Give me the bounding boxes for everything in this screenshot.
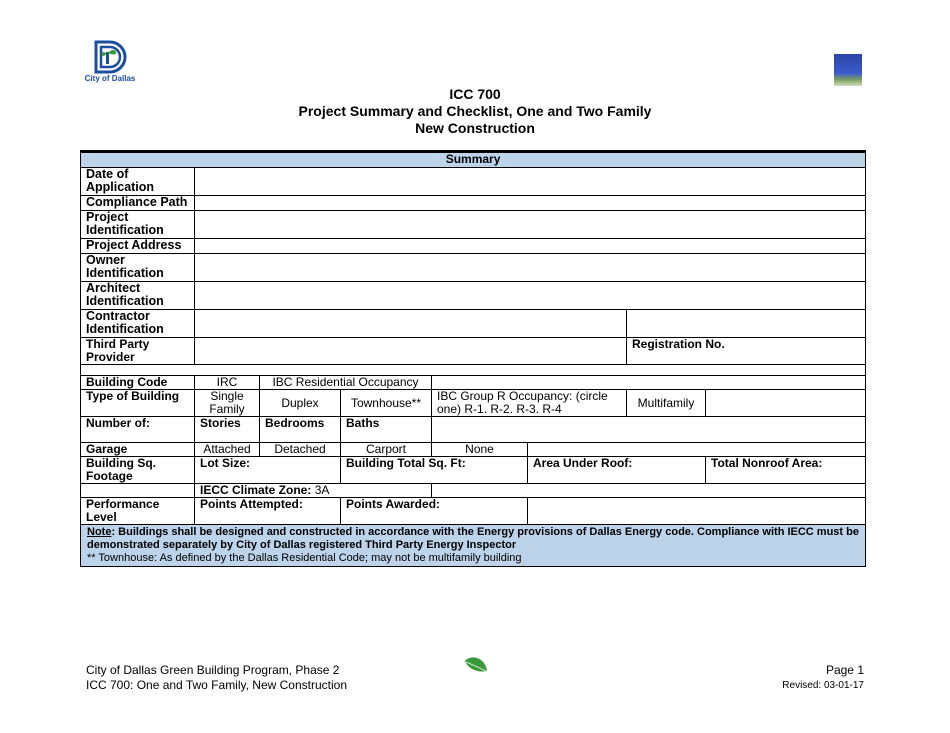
architect-identification-field[interactable] bbox=[195, 282, 866, 310]
project-address-field[interactable] bbox=[195, 239, 866, 254]
page-number: Page 1 bbox=[825, 663, 864, 677]
single-family-option[interactable]: Single Family bbox=[195, 390, 260, 417]
project-identification-label: Project Identification bbox=[81, 211, 195, 239]
green-building-badge-icon bbox=[834, 54, 862, 86]
date-of-application-field[interactable] bbox=[195, 168, 866, 196]
green-leaf-icon bbox=[463, 655, 489, 675]
attached-option[interactable]: Attached bbox=[195, 443, 260, 457]
logo-caption: City of Dallas bbox=[84, 74, 136, 83]
compliance-path-label: Compliance Path bbox=[81, 196, 195, 211]
footer-right bbox=[782, 663, 864, 693]
lot-size-field[interactable]: Lot Size: bbox=[195, 457, 341, 484]
owner-identification-field[interactable] bbox=[195, 254, 866, 282]
third-party-provider-field[interactable] bbox=[195, 338, 627, 365]
building-code-label: Building Code bbox=[81, 376, 195, 390]
irc-option[interactable]: IRC bbox=[195, 376, 260, 390]
baths-field[interactable]: Baths bbox=[341, 417, 432, 443]
summary-heading: Summary bbox=[81, 152, 866, 168]
stories-field[interactable]: Stories bbox=[195, 417, 260, 443]
project-identification-field[interactable] bbox=[195, 211, 866, 239]
iecc-climate-zone-value: 3A bbox=[314, 483, 330, 497]
footer-left bbox=[86, 663, 347, 693]
garage-label: Garage bbox=[81, 443, 195, 457]
iecc-climate-zone-label: IECC Climate Zone: bbox=[200, 483, 312, 497]
garage-blank[interactable] bbox=[528, 443, 866, 457]
points-attempted-field[interactable]: Points Attempted: bbox=[195, 498, 341, 525]
project-address-label: Project Address bbox=[81, 239, 195, 254]
summary-table bbox=[80, 150, 866, 567]
page-title bbox=[0, 86, 950, 137]
footer-program: City of Dallas Green Building Program, Phase 2 bbox=[86, 663, 340, 677]
total-nonroof-area-field[interactable]: Total Nonroof Area: bbox=[706, 457, 866, 484]
performance-blank[interactable] bbox=[528, 498, 866, 525]
type-blank[interactable] bbox=[706, 390, 866, 417]
owner-identification-label: Owner Identification bbox=[81, 254, 195, 282]
note-text: : Buildings shall be designed and constructed in accordance with the Energy provisions of Dallas Energy code. Compliance with IECC must be demonstrated separately by City of Dallas registered Third Party Energy Inspector bbox=[87, 526, 859, 551]
architect-identification-label: Architect Identification bbox=[81, 282, 195, 310]
detached-option[interactable]: Detached bbox=[260, 443, 341, 457]
date-of-application-label: Date of Application bbox=[81, 168, 195, 196]
multifamily-option[interactable]: Multifamily bbox=[627, 390, 706, 417]
number-of-label: Number of: bbox=[81, 417, 195, 443]
townhouse-note: ** Townhouse: As defined by the Dallas Residential Code; may not be multifamily building bbox=[87, 552, 522, 564]
none-option[interactable]: None bbox=[432, 443, 528, 457]
performance-level-label: Performance Level bbox=[81, 498, 195, 525]
spacer-row bbox=[81, 365, 866, 376]
iecc-climate-zone[interactable] bbox=[195, 484, 432, 498]
carport-option[interactable]: Carport bbox=[341, 443, 432, 457]
third-party-provider-label: Third Party Provider bbox=[81, 338, 195, 365]
points-awarded-field[interactable]: Points Awarded: bbox=[341, 498, 528, 525]
bedrooms-field[interactable]: Bedrooms bbox=[260, 417, 341, 443]
registration-no-label[interactable]: Registration No. bbox=[627, 338, 866, 365]
ibc-residential-option[interactable]: IBC Residential Occupancy bbox=[260, 376, 432, 390]
contractor-identification-field[interactable] bbox=[195, 310, 627, 338]
townhouse-option[interactable]: Townhouse** bbox=[341, 390, 432, 417]
title-line-3: New Construction bbox=[415, 120, 535, 136]
number-of-blank[interactable] bbox=[432, 417, 866, 443]
building-code-blank[interactable] bbox=[432, 376, 866, 390]
building-sq-footage-label: Building Sq. Footage bbox=[81, 457, 195, 484]
contractor-identification-label: Contractor Identification bbox=[81, 310, 195, 338]
compliance-path-field[interactable] bbox=[195, 196, 866, 211]
revision-date: Revised: 03-01-17 bbox=[782, 680, 864, 691]
building-total-sq-ft-field[interactable]: Building Total Sq. Ft: bbox=[341, 457, 528, 484]
contractor-extra-field[interactable] bbox=[627, 310, 866, 338]
type-of-building-label: Type of Building bbox=[81, 390, 195, 417]
ibc-group-r-option[interactable]: IBC Group R Occupancy: (circle one) R-1. R-2. R-3. R-4 bbox=[432, 390, 627, 417]
iecc-blank-right bbox=[432, 484, 866, 498]
city-of-dallas-logo-icon bbox=[82, 40, 138, 90]
iecc-blank-left bbox=[81, 484, 195, 498]
note-word: Note bbox=[87, 526, 112, 538]
duplex-option[interactable]: Duplex bbox=[260, 390, 341, 417]
note-box bbox=[81, 525, 866, 567]
title-line-2: Project Summary and Checklist, One and Two Family bbox=[298, 103, 652, 119]
title-line-1: ICC 700 bbox=[449, 86, 501, 102]
footer-doc: ICC 700: One and Two Family, New Construction bbox=[86, 678, 347, 692]
area-under-roof-field[interactable]: Area Under Roof: bbox=[528, 457, 706, 484]
